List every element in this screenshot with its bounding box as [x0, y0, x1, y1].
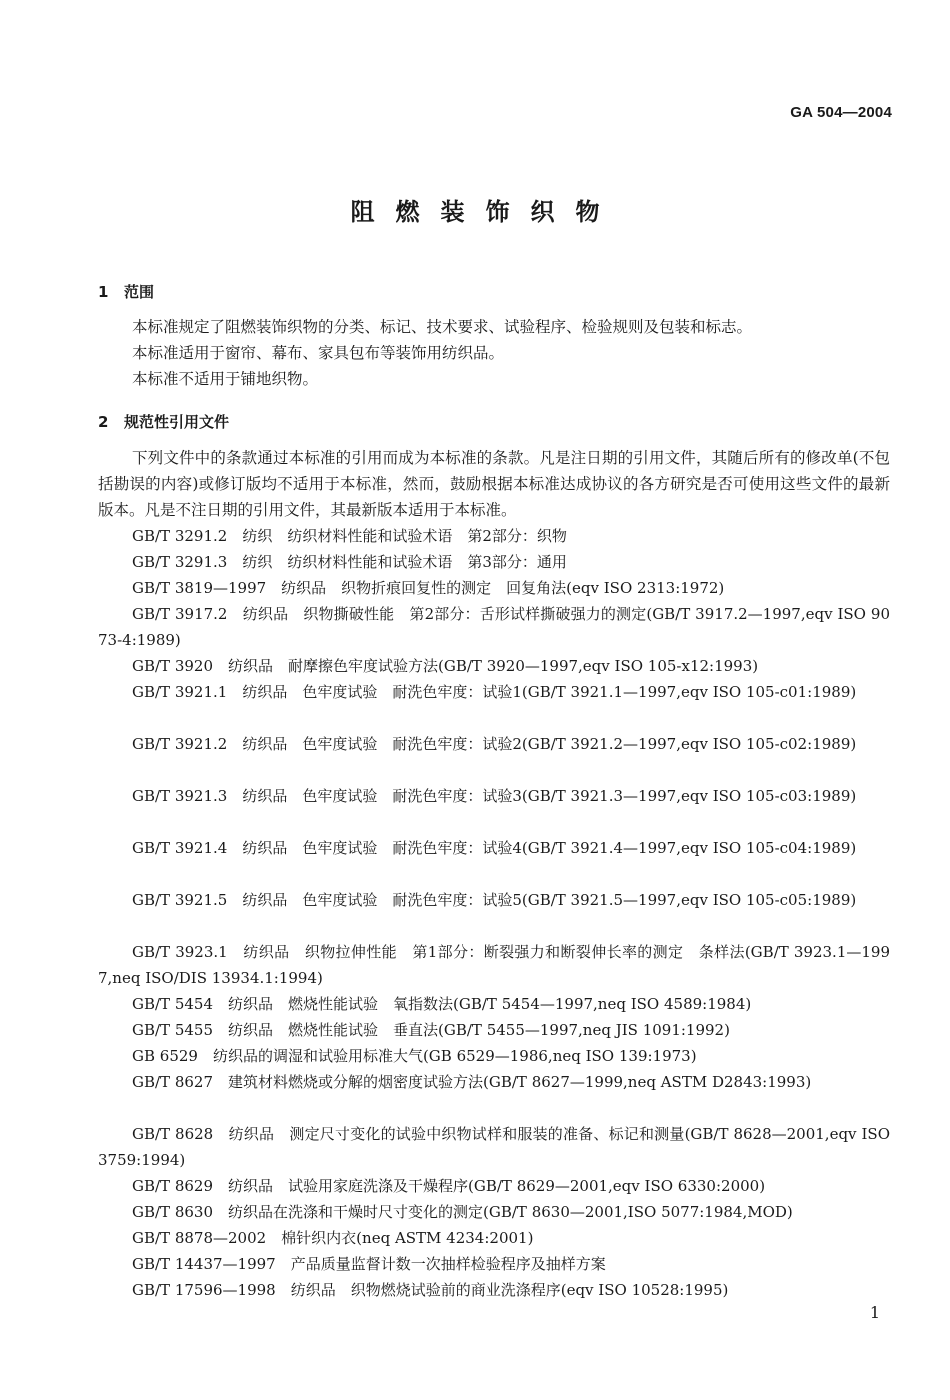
document-title: 阻燃装饰织物 — [350, 198, 621, 226]
reference-item: GB/T 17596—1998 纺织品 织物燃烧试验前的商业洗涤程序(eqv ISO 10528:1995) — [132, 1281, 729, 1299]
reference-item: GB/T 3819—1997 纺织品 织物折痕回复性的测定 回复角法(eqv ISO 2313:1972) — [132, 579, 725, 597]
reference-item: GB/T 8627 建筑材料燃烧或分解的烟密度试验方法(GB/T 8627—1999,neq ASTM D2843:1993) — [132, 1073, 812, 1091]
section-heading-normative-references — [98, 411, 229, 432]
references-intro-paragraph: 下列文件中的条款通过本标准的引用而成为本标准的条款。凡是注日期的引用文件，其随后所有的修改单(不包括勘误的内容)或修订版均不适用于本标准，然而，鼓励根据本标准达成协议的各方研究是否可使用这些文件的最新版本。凡是不注日期的引用文件，其最新版本适用于本标准。 — [98, 449, 890, 519]
reference-item: GB/T 8878—2002 棉针织内衣(neq ASTM 4234:2001) — [132, 1229, 534, 1247]
section-number: 2 — [98, 413, 109, 431]
reference-item: GB/T 3921.4 纺织品 色牢度试验 耐洗色牢度：试验4(GB/T 3921.4—1997,eqv ISO 105-c04:1989) — [132, 839, 857, 857]
reference-item: GB 6529 纺织品的调湿和试验用标准大气(GB 6529—1986,neq ISO 139:1973) — [132, 1047, 697, 1065]
section-heading-scope — [98, 281, 154, 302]
reference-item: GB/T 8628 纺织品 测定尺寸变化的试验中织物试样和服装的准备、标记和测量(GB/T 8628—2001,eqv ISO 3759:1994) — [98, 1125, 890, 1169]
reference-item: GB/T 3921.5 纺织品 色牢度试验 耐洗色牢度：试验5(GB/T 3921.5—1997,eqv ISO 105-c05:1989) — [132, 891, 857, 909]
reference-item: GB/T 8629 纺织品 试验用家庭洗涤及干燥程序(GB/T 8629—2001,eqv ISO 6330:2000) — [132, 1177, 766, 1195]
reference-item: GB/T 3923.1 纺织品 织物拉伸性能 第1部分：断裂强力和断裂伸长率的测定 条样法(GB/T 3923.1—1997,neq ISO/DIS 13934.1:1994) — [98, 943, 890, 987]
reference-item: GB/T 3291.3 纺织 纺织材料性能和试验术语 第3部分：通用 — [132, 553, 567, 571]
reference-item: GB/T 8630 纺织品在洗涤和干燥时尺寸变化的测定(GB/T 8630—2001,ISO 5077:1984,MOD) — [132, 1203, 793, 1221]
standard-number: GA 504—2004 — [790, 104, 892, 121]
page-number: 1 — [869, 1303, 880, 1322]
reference-item: GB/T 3917.2 纺织品 织物撕破性能 第2部分：舌形试样撕破强力的测定(GB/T 3917.2—1997,eqv ISO 9073-4:1989) — [98, 605, 890, 649]
reference-item: GB/T 3921.1 纺织品 色牢度试验 耐洗色牢度：试验1(GB/T 3921.1—1997,eqv ISO 105-c01:1989) — [132, 683, 857, 701]
section-title: 规范性引用文件 — [124, 413, 230, 431]
scope-paragraph: 本标准不适用于铺地织物。 — [132, 370, 319, 388]
scope-paragraph: 本标准规定了阻燃装饰织物的分类、标记、技术要求、试验程序、检验规则及包装和标志。 — [132, 318, 753, 336]
reference-item: GB/T 3921.3 纺织品 色牢度试验 耐洗色牢度：试验3(GB/T 3921.3—1997,eqv ISO 105-c03:1989) — [132, 787, 857, 805]
scope-paragraph: 本标准适用于窗帘、幕布、家具包布等装饰用纺织品。 — [132, 344, 505, 362]
reference-item: GB/T 14437—1997 产品质量监督计数一次抽样检验程序及抽样方案 — [132, 1255, 606, 1273]
reference-item: GB/T 3921.2 纺织品 色牢度试验 耐洗色牢度：试验2(GB/T 3921.2—1997,eqv ISO 105-c02:1989) — [132, 735, 857, 753]
section-title: 范围 — [124, 283, 155, 301]
reference-item: GB/T 3291.2 纺织 纺织材料性能和试验术语 第2部分：织物 — [132, 527, 567, 545]
section-number: 1 — [98, 283, 109, 301]
reference-item: GB/T 3920 纺织品 耐摩擦色牢度试验方法(GB/T 3920—1997,eqv ISO 105-x12:1993) — [132, 657, 759, 675]
reference-item: GB/T 5454 纺织品 燃烧性能试验 氧指数法(GB/T 5454—1997,neq ISO 4589:1984) — [132, 995, 752, 1013]
reference-item: GB/T 5455 纺织品 燃烧性能试验 垂直法(GB/T 5455—1997,neq JIS 1091:1992) — [132, 1021, 730, 1039]
